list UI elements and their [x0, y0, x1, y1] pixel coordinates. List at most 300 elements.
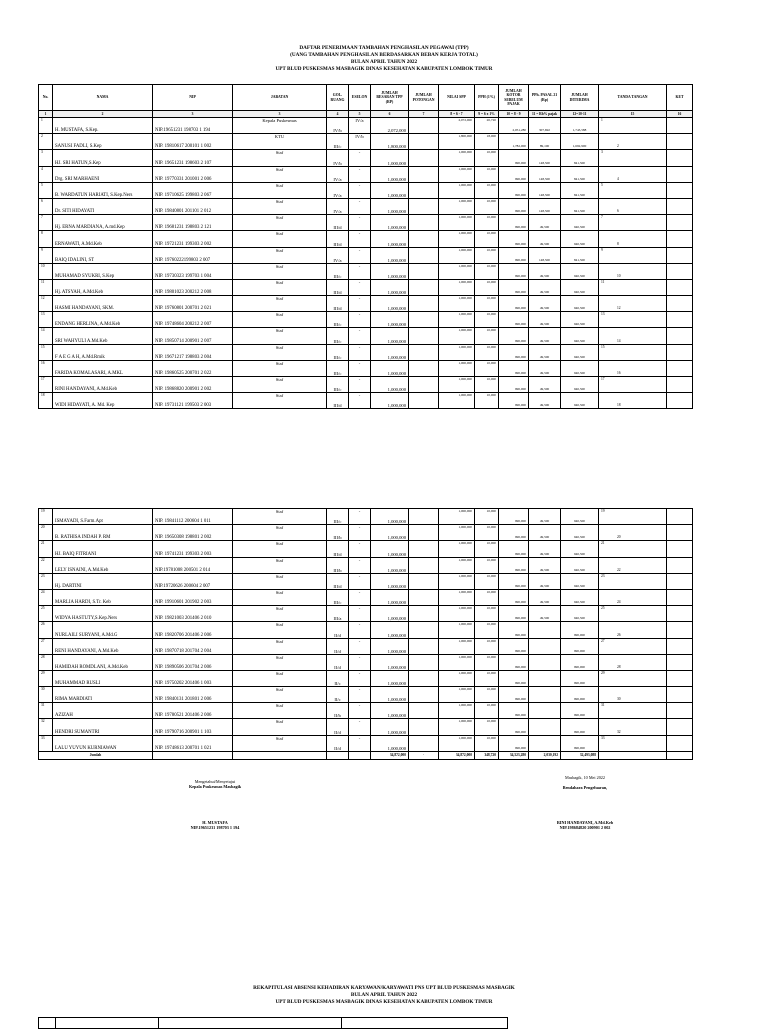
employee-jabatan: Staf [233, 377, 327, 393]
employee-kotor: 990,000 [499, 215, 529, 231]
table-row [39, 606, 693, 622]
employee-nip: NIP. 19910601 201902 2 003 [153, 589, 233, 605]
employee-nip: NIP. 19890506 201704 2 006 [153, 654, 233, 670]
employee-pph: 10,000 [475, 166, 499, 182]
employee-jabatan: Staf [233, 296, 327, 312]
employee-name: Hj. DARTINI [53, 573, 153, 589]
row-number: 27 [39, 638, 53, 654]
table-row [39, 166, 693, 182]
table-row [39, 312, 693, 328]
employee-spp: 1,000,000 [439, 393, 475, 409]
employee-gol: IV/b [327, 150, 349, 166]
employee-pasal21 [529, 638, 561, 654]
employee-jabatan: Kepala Puskesmas [233, 118, 327, 134]
employee-pph: 10,000 [475, 606, 499, 622]
table-row [39, 541, 693, 557]
employee-spp: 1,000,000 [439, 344, 475, 360]
employee-pasal21: 49,500 [529, 377, 561, 393]
employee-kotor: 990,000 [499, 541, 529, 557]
employee-gol: II/d [327, 654, 349, 670]
employee-diterima: 990,000 [561, 703, 599, 719]
employee-pph: 10,000 [475, 589, 499, 605]
col-header-nip: NIP [153, 85, 233, 111]
employee-potongan [409, 118, 439, 134]
employee-name: WIDI HIDAYATI, A. Md. Kep [53, 393, 153, 409]
employee-jabatan: Staf [233, 589, 327, 605]
employee-pph: 10,000 [475, 198, 499, 214]
signature-slot: 7 [599, 215, 667, 231]
employee-name: HAMIDAH ROMDLANI, A.Md.Keb [53, 654, 153, 670]
employee-pasal21: 49,500 [529, 328, 561, 344]
signature-right-name-block [520, 820, 650, 830]
employee-eselon: - [349, 557, 371, 573]
employee-kotor: 990,000 [499, 687, 529, 703]
employee-kotor: 990,000 [499, 703, 529, 719]
employee-eselon: - [349, 215, 371, 231]
employee-name: RENI HANDAYANI, A.Md.Keb [53, 638, 153, 654]
employee-potongan [409, 735, 439, 751]
employee-gol: II/c [327, 687, 349, 703]
employee-gol: III/d [327, 393, 349, 409]
employee-pasal21 [529, 687, 561, 703]
employee-gol: III/c [327, 312, 349, 328]
employee-gol: III/c [327, 344, 349, 360]
employee-potongan [409, 622, 439, 638]
signature-slot: 8 [599, 231, 667, 247]
employee-spp: 1,000,000 [439, 198, 475, 214]
employee-nip: NIP. 19840801 201101 2 012 [153, 198, 233, 214]
employee-nip: NIP. 19681231 198803 2 121 [153, 215, 233, 231]
signature-right-date: Masbagik, 10 Mei 2022 [564, 775, 605, 780]
employee-diterima: 990,000 [561, 719, 599, 735]
employee-jabatan: Staf [233, 654, 327, 670]
employee-jabatan: Staf [233, 393, 327, 409]
employee-name: HJ. SRI HATUN,S.Kep [53, 150, 153, 166]
employee-tpp: 1,000,000 [371, 393, 409, 409]
table-row [39, 328, 693, 344]
employee-diterima: 990,000 [561, 670, 599, 686]
employee-kotor: 990,000 [499, 654, 529, 670]
employee-ket [667, 703, 693, 719]
employee-diterima: 940,500 [561, 344, 599, 360]
signature-slot: 16 [599, 360, 667, 376]
column-number: 5 [349, 111, 371, 118]
employee-jabatan: KTU [233, 134, 327, 150]
employee-kotor: 990,000 [499, 606, 529, 622]
employee-kotor: 990,000 [499, 312, 529, 328]
employee-gol: IV/a [327, 166, 349, 182]
employee-tpp: 1,000,000 [371, 377, 409, 393]
col-header-potongan: JUMLAH POTONGAN [409, 85, 439, 111]
column-number: 16 [667, 111, 693, 118]
employee-pasal21: 49,500 [529, 312, 561, 328]
employee-name: B. RATHISA INDAH P. RM [53, 525, 153, 541]
employee-kotor: 990,000 [499, 638, 529, 654]
employee-nip: NIP. 19750202 201406 1 003 [153, 670, 233, 686]
employee-kotor: 990,000 [499, 263, 529, 279]
employee-ket [667, 735, 693, 751]
employee-eselon: - [349, 247, 371, 263]
employee-name: RIMA MARDIATI [53, 687, 153, 703]
employee-name: Hj. ERNA MARDIANA, A.md.Kep [53, 215, 153, 231]
employee-tpp: 1,000,000 [371, 328, 409, 344]
employee-kotor: 990,000 [499, 573, 529, 589]
column-number: 6 [371, 111, 409, 118]
employee-pph: 10,000 [475, 312, 499, 328]
employee-kotor: 990,000 [499, 589, 529, 605]
employee-pph: 10,000 [475, 573, 499, 589]
employee-gol: IV/a [327, 182, 349, 198]
employee-tpp: 1,000,000 [371, 525, 409, 541]
employee-gol: II/d [327, 622, 349, 638]
row-number: 24 [39, 589, 53, 605]
col-header-gol: GOL. RUANG [327, 85, 349, 111]
employee-ket [667, 312, 693, 328]
row-number: 9 [39, 247, 53, 263]
employee-eselon: - [349, 182, 371, 198]
employee-jabatan: Staf [233, 622, 327, 638]
employee-pph: 10,000 [475, 525, 499, 541]
row-number: 7 [39, 215, 53, 231]
employee-eselon: - [349, 589, 371, 605]
employee-tpp: 1,000,000 [371, 215, 409, 231]
employee-potongan [409, 557, 439, 573]
employee-eselon: - [349, 344, 371, 360]
signature-slot: 18 [599, 393, 667, 409]
column-number: 3 [153, 111, 233, 118]
employee-name: ERNAWATI, A.Md.Keb [53, 231, 153, 247]
employee-name: BAIQ IDALINI, ST [53, 247, 153, 263]
employee-pph: 10,000 [475, 328, 499, 344]
employee-name: WIDYA HASTUTY,S.Kep.Ners [53, 606, 153, 622]
table-row [39, 360, 693, 376]
total-pasal21: 2,030,192 [529, 751, 561, 759]
employee-eselon: - [349, 279, 371, 295]
employee-nip: NIP. 19730323 199703 1 004 [153, 263, 233, 279]
totals-label: Jumlah [39, 751, 153, 759]
employee-kotor: 990,000 [499, 622, 529, 638]
table-row [39, 638, 693, 654]
employee-pasal21: 49,500 [529, 360, 561, 376]
employee-potongan [409, 296, 439, 312]
employee-gol: IV/a [327, 247, 349, 263]
employee-gol: IV/a [327, 198, 349, 214]
employee-tpp: 1,000,000 [371, 735, 409, 751]
employee-jabatan: Staf [233, 328, 327, 344]
employee-potongan [409, 589, 439, 605]
employee-jabatan: Staf [233, 344, 327, 360]
employee-pph: 10,000 [475, 735, 499, 751]
signature-slot: 9 [599, 247, 667, 263]
employee-potongan [409, 541, 439, 557]
row-number: 17 [39, 377, 53, 393]
col-header-eselon: ESELON [349, 85, 371, 111]
total-diterima: 32,493,088 [561, 751, 599, 759]
signature-slot: 13 [599, 312, 667, 328]
employee-spp: 1,000,000 [439, 525, 475, 541]
employee-spp: 1,000,000 [439, 231, 475, 247]
employee-tpp: 1,000,000 [371, 150, 409, 166]
row-number: 33 [39, 735, 53, 751]
signature-left-block [150, 779, 280, 789]
employee-tpp: 1,000,000 [371, 638, 409, 654]
row-number: 30 [39, 687, 53, 703]
employee-tpp: 1,000,000 [371, 622, 409, 638]
employee-name: MUHAMMAD RUSLI [53, 670, 153, 686]
employee-gol: II/d [327, 719, 349, 735]
employee-pasal21: 49,500 [529, 263, 561, 279]
employee-ket [667, 118, 693, 134]
rekap-header [0, 985, 768, 1006]
signature-slot: 19 [599, 509, 667, 525]
table-row [39, 279, 693, 295]
employee-pph: 10,000 [475, 719, 499, 735]
table-row [39, 509, 693, 525]
employee-tpp: 1,000,000 [371, 263, 409, 279]
employee-tpp: 1,000,000 [371, 573, 409, 589]
employee-diterima: 940,500 [561, 296, 599, 312]
column-number-row [39, 111, 693, 118]
employee-spp: 1,000,000 [439, 670, 475, 686]
employee-potongan [409, 360, 439, 376]
employee-gol: III/c [327, 263, 349, 279]
employee-pph: 10,000 [475, 377, 499, 393]
employee-diterima: 940,500 [561, 573, 599, 589]
table-row [39, 393, 693, 409]
row-number: 13 [39, 312, 53, 328]
employee-kotor: 2,051,280 [499, 118, 529, 134]
employee-diterima: 940,500 [561, 393, 599, 409]
table-row [39, 296, 693, 312]
employee-gol: III/d [327, 541, 349, 557]
employee-jabatan: Staf [233, 198, 327, 214]
row-number: 15 [39, 344, 53, 360]
employee-potongan [409, 573, 439, 589]
employee-potongan [409, 719, 439, 735]
header-line-3: BULAN APRIL TAHUN 2022 [350, 59, 418, 65]
employee-pasal21: 49,500 [529, 606, 561, 622]
employee-jabatan: Staf [233, 150, 327, 166]
employee-diterima: 940,500 [561, 509, 599, 525]
employee-pph: 10,000 [475, 670, 499, 686]
col-header-no: No. [39, 85, 53, 111]
employee-kotor: 990,000 [499, 557, 529, 573]
employee-eselon: - [349, 735, 371, 751]
employee-spp: 1,000,000 [439, 622, 475, 638]
employee-nip: NIP. 19760801 200701 2 021 [153, 296, 233, 312]
employee-diterima: 940,500 [561, 360, 599, 376]
col-header-ttd: TANDA TANGAN [599, 85, 667, 111]
table-row [39, 654, 693, 670]
employee-eselon: - [349, 541, 371, 557]
signature-slot: 28 [599, 654, 667, 670]
signature-slot: 15 [599, 344, 667, 360]
employee-name: LALU YUYUN KURNIAWAN [53, 735, 153, 751]
employee-eselon: - [349, 687, 371, 703]
employee-gol: III/c [327, 377, 349, 393]
employee-pph: 10,000 [475, 654, 499, 670]
employee-jabatan: Staf [233, 360, 327, 376]
employee-jabatan: Staf [233, 541, 327, 557]
col-header-kotor: JUMLAH KOTOR SEBELUM PAJAK [499, 85, 529, 111]
signature-right-block [520, 775, 650, 790]
employee-gol: III/c [327, 134, 349, 150]
employee-nip: NIP. 19651231 198603 2 107 [153, 150, 233, 166]
employee-ket [667, 328, 693, 344]
employee-diterima: 841,500 [561, 198, 599, 214]
employee-ket [667, 638, 693, 654]
employee-pph: 10,000 [475, 279, 499, 295]
employee-potongan [409, 606, 439, 622]
col-header-ket: KET [667, 85, 693, 111]
employee-name: RINI HANDAYANI, A.Md.Keb [53, 377, 153, 393]
employee-gol: III/c [327, 360, 349, 376]
employee-pph: 10,000 [475, 638, 499, 654]
employee-ket [667, 215, 693, 231]
employee-pasal21: 148,500 [529, 198, 561, 214]
employee-ket [667, 606, 693, 622]
employee-tpp: 1,000,000 [371, 687, 409, 703]
employee-potongan [409, 247, 439, 263]
employee-ket [667, 231, 693, 247]
col-header-nilai-spp: NILAI SPP [439, 85, 475, 111]
col-header-pasal21: PPh. PASAL 21 (Rp) [529, 85, 561, 111]
column-number: 4 [327, 111, 349, 118]
header-line-4: UPT BLUD PUSKESMAS MASBAGIK DINAS KESEHATAN KABUPATEN LOMBOK TIMUR [275, 66, 493, 72]
employee-kotor: 990,000 [499, 247, 529, 263]
employee-ket [667, 393, 693, 409]
column-number: 3 [233, 111, 327, 118]
employee-nip: NIP. 19821003 201406 2 010 [153, 606, 233, 622]
employee-tpp: 1,000,000 [371, 703, 409, 719]
employee-potongan [409, 377, 439, 393]
employee-kotor: 990,000 [499, 328, 529, 344]
employee-jabatan: Staf [233, 703, 327, 719]
employee-eselon: - [349, 166, 371, 182]
table-row [39, 670, 693, 686]
employee-pasal21: 307,692 [529, 118, 561, 134]
employee-kotor: 990,000 [499, 393, 529, 409]
table-row [39, 525, 693, 541]
employee-potongan [409, 182, 439, 198]
employee-potongan [409, 670, 439, 686]
employee-diterima: 940,500 [561, 541, 599, 557]
rekap-table [38, 1017, 508, 1029]
employee-spp: 1,000,000 [439, 215, 475, 231]
employee-name: Hj. ATSYAH, A.Md.Keb [53, 279, 153, 295]
employee-diterima: 841,500 [561, 182, 599, 198]
employee-diterima: 990,000 [561, 654, 599, 670]
employee-name: H. MUSTAFA, S.Kep. [53, 118, 153, 134]
employee-gol: III/d [327, 573, 349, 589]
employee-eselon: - [349, 312, 371, 328]
signature-slot: 23 [599, 573, 667, 589]
signature-slot: 22 [599, 557, 667, 573]
employee-nip: NIP. 19710625 199803 2 067 [153, 182, 233, 198]
employee-nip: NIP. 19748613 200701 1 021 [153, 735, 233, 751]
signature-left-name: H. MUSTAFA [202, 820, 228, 825]
employee-gol: II/c [327, 670, 349, 686]
payroll-table-page1 [38, 84, 693, 409]
employee-gol: III/d [327, 296, 349, 312]
table-row [39, 735, 693, 751]
column-number: 12=10-11 [561, 111, 599, 118]
employee-spp: 1,000,000 [439, 589, 475, 605]
column-number: 2 [53, 111, 153, 118]
employee-diterima: 940,500 [561, 328, 599, 344]
employee-eselon: - [349, 654, 371, 670]
signature-slot: 3 [599, 150, 667, 166]
employee-diterima: 841,500 [561, 166, 599, 182]
col-header-jumlah-tpp: JUMLAH BESARAN TPP (RP) [371, 85, 409, 111]
employee-name: NURLAILI SURYANI, A.Md.G [53, 622, 153, 638]
employee-pasal21: 49,500 [529, 296, 561, 312]
employee-tpp: 1,000,000 [371, 296, 409, 312]
table-row [39, 557, 693, 573]
employee-jabatan: Staf [233, 312, 327, 328]
employee-nip: NIP. 19841112 200604 1 011 [153, 509, 233, 525]
employee-ket [667, 279, 693, 295]
employee-name: SANUSI FADLI, S.Kep [53, 134, 153, 150]
employee-diterima: 990,000 [561, 638, 599, 654]
row-number: 28 [39, 654, 53, 670]
employee-name: Drg. SRI MARHAENI [53, 166, 153, 182]
employee-pasal21: 49,500 [529, 215, 561, 231]
signature-right-name: RINI HANDAYANI, A.Md.Keb [556, 820, 614, 825]
signature-slot: 30 [599, 687, 667, 703]
employee-spp: 1,000,000 [439, 654, 475, 670]
employee-ket [667, 377, 693, 393]
employee-diterima: 841,500 [561, 247, 599, 263]
employee-kotor: 990,000 [499, 296, 529, 312]
employee-name: MARLIA HARDI, S.Tr. Keb [53, 589, 153, 605]
employee-spp: 1,000,000 [439, 182, 475, 198]
signature-slot: 26 [599, 622, 667, 638]
employee-kotor: 990,000 [499, 377, 529, 393]
employee-spp: 1,000,000 [439, 279, 475, 295]
employee-gol: III/c [327, 328, 349, 344]
employee-eselon: - [349, 377, 371, 393]
employee-spp: 1,000,000 [439, 687, 475, 703]
employee-pph: 20,720 [475, 118, 499, 134]
employee-gol: III/b [327, 557, 349, 573]
employee-kotor: 990,000 [499, 509, 529, 525]
employee-gol: III/c [327, 589, 349, 605]
employee-name: Dr. SITI HIDAYATI [53, 198, 153, 214]
signature-slot: 17 [599, 377, 667, 393]
employee-spp: 1,800,000 [439, 134, 475, 150]
employee-kotor: 990,000 [499, 525, 529, 541]
total-potongan: - [409, 751, 439, 759]
employee-name: LELY ISNAINI, A.Md.Keb [53, 557, 153, 573]
employee-gol: III/d [327, 215, 349, 231]
signature-slot: 31 [599, 703, 667, 719]
employee-eselon: - [349, 328, 371, 344]
total-spp: 34,872,000 [439, 751, 475, 759]
employee-spp: 1,000,000 [439, 263, 475, 279]
signature-slot: 10 [599, 263, 667, 279]
employee-pph: 10,000 [475, 182, 499, 198]
row-number: 20 [39, 525, 53, 541]
total-pph: 348,720 [475, 751, 499, 759]
employee-name: HENDRI SUMANTRI [53, 719, 153, 735]
employee-tpp: 1,000,000 [371, 360, 409, 376]
employee-nip: NIP. 19840131 201801 2 006 [153, 687, 233, 703]
employee-potongan [409, 279, 439, 295]
employee-spp: 1,000,000 [439, 703, 475, 719]
employee-jabatan: Staf [233, 166, 327, 182]
employee-potongan [409, 150, 439, 166]
